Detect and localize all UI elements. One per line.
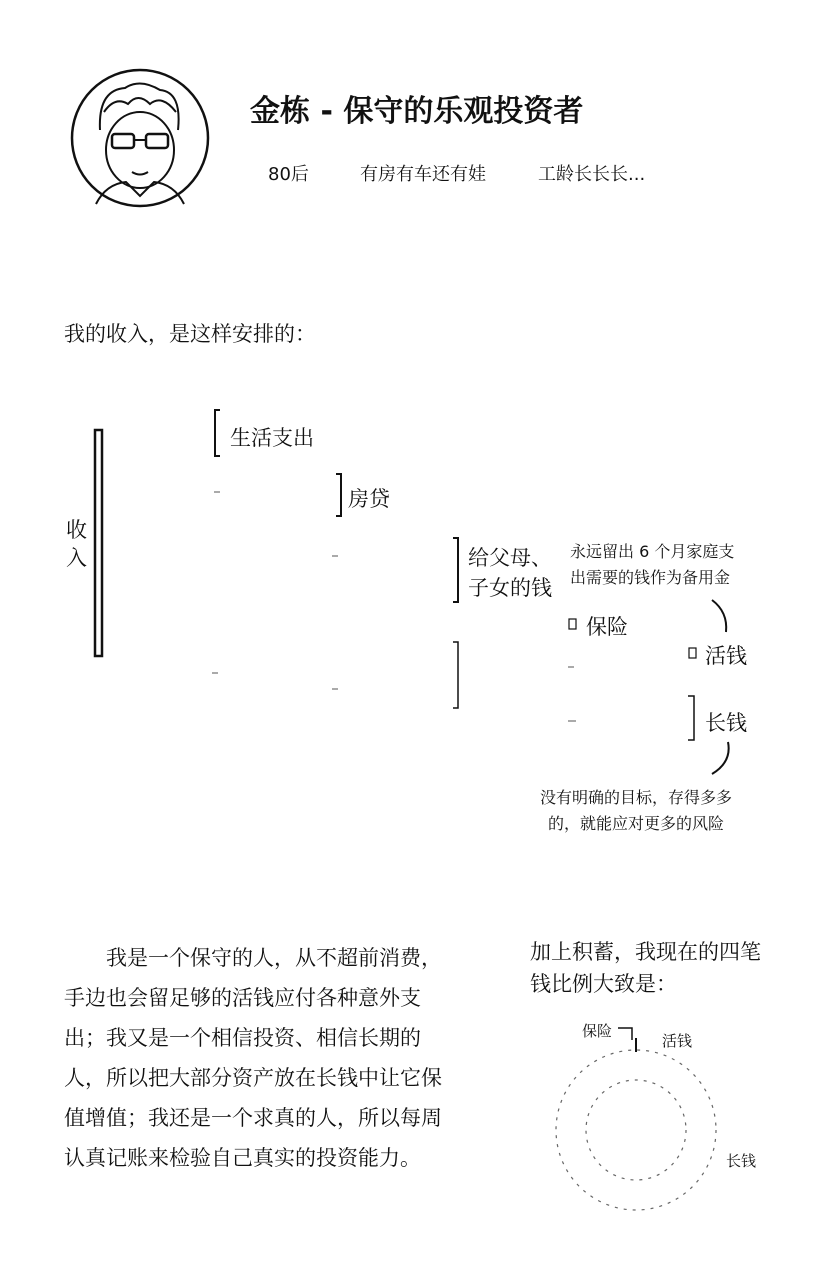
ratio-donut	[556, 1028, 716, 1210]
avatar	[72, 70, 208, 206]
item-living: 生活支出	[230, 426, 314, 450]
tag-age: 80后	[268, 164, 309, 185]
intro-text: 我的收入，是这样安排的：	[64, 322, 316, 346]
item-long-term: 长钱	[705, 711, 747, 735]
note-long-line2: 的，就能应对更多的风险	[548, 814, 725, 833]
ratio-label-long-term: 长钱	[726, 1152, 757, 1170]
tag-family: 有房有车还有娃	[360, 164, 486, 185]
note-flexible-line2: 出需要的钱作为备用金	[570, 568, 731, 587]
self-description: 我是一个保守的人，从不超前消费，手边也会留足够的活钱应付各种意外支出；我又是一个相信投资、相信长期的人，所以把大部分资产放在长钱中让它保值增值；我还是一个求真的人，所以每周认真记账来检验自己真实的投资能力。	[64, 946, 442, 1170]
ratio-heading: 加上积蓄，我现在的四笔钱比例大致是：	[530, 940, 761, 996]
item-family-line2: 子女的钱	[468, 576, 552, 600]
item-insurance: 保险	[586, 615, 628, 639]
note-long-line1: 没有明确的目标，存得多多	[540, 788, 733, 807]
ratio-label-flexible: 活钱	[662, 1032, 693, 1050]
item-family-line1: 给父母、	[468, 546, 552, 570]
note-flexible-line1: 永远留出 6 个月家庭支	[570, 542, 735, 561]
income-label: 收入	[66, 518, 87, 570]
tag-seniority: 工龄长长长...	[538, 164, 646, 185]
ratio-label-insurance: 保险	[582, 1022, 613, 1040]
item-flexible: 活钱	[705, 644, 747, 668]
item-mortgage: 房贷	[348, 487, 390, 511]
page-title: 金栋 - 保守的乐观投资者	[250, 94, 584, 129]
